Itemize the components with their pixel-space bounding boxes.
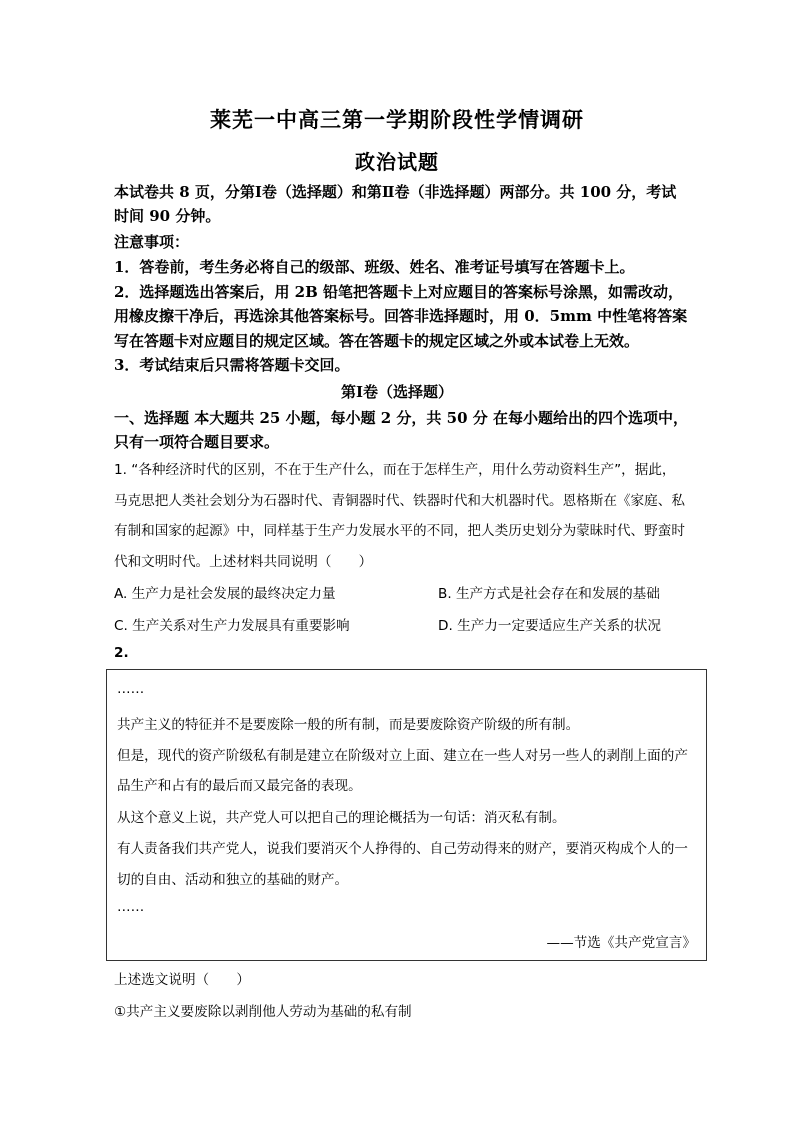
- option-d: D. 生产力一定要适应生产关系的状况: [438, 618, 662, 634]
- quote-box: [106, 669, 707, 961]
- subject-title: 政治试题: [355, 150, 439, 174]
- quote-paragraph: 从这个意义上说，共产党人可以把自己的理论概括为一句话：消灭私有制。: [117, 810, 566, 826]
- section-heading: 第Ⅰ卷（选择题）: [340, 383, 454, 401]
- quote-ellipsis: ……: [117, 899, 145, 915]
- notice-item: 3．考试结束后只需将答题卡交回。: [114, 356, 350, 374]
- quote-paragraph: 但是，现代的资产阶级私有制是建立在阶级对立上面、建立在一些人对另一些人的剥削上面的产: [117, 748, 688, 764]
- option-c: C. 生产关系对生产力发展具有重要影响: [114, 618, 350, 634]
- section-instruction: 只有一项符合题目要求。: [114, 433, 280, 451]
- exam-title: 莱芜一中高三第一学期阶段性学情调研: [210, 107, 584, 132]
- notice-item: 写在答题卡对应题目的规定区域。答在答题卡的规定区域之外或本试卷上无效。: [114, 332, 640, 350]
- notice-item: 1．答卷前，考生务必将自己的级部、班级、姓名、准考证号填写在答题卡上。: [114, 258, 635, 276]
- question-2-stem: 上述选文说明（ ）: [114, 972, 250, 988]
- intro-line: 时间 90 分钟。: [114, 207, 221, 225]
- quote-paragraph: 共产主义的特征并不是要废除一般的所有制，而是要废除资产阶级的所有制。: [117, 717, 580, 733]
- quote-paragraph: 有人责备我们共产党人，说我们要消灭个人挣得的、自己劳动得来的财产，要消灭构成个人的一: [117, 841, 688, 857]
- section-instruction: 一、选择题 本大题共 25 小题，每小题 2 分，共 50 分 在每小题给出的四个选项中，: [114, 409, 688, 427]
- question-1-line: 有制和国家的起源》中，同样基于生产力发展水平的不同，把人类历史划分为蒙昧时代、野蛮时: [114, 523, 685, 539]
- notice-heading: 注意事项：: [114, 233, 190, 251]
- question-1-line: 1. “各种经济时代的区别，不在于生产什么，而在于怎样生产，用什么劳动资料生产”，据此，: [114, 462, 676, 478]
- question-2-item: ①共产主义要废除以剥削他人劳动为基础的私有制: [114, 1004, 412, 1020]
- quote-paragraph: 品生产和占有的最后而又最完备的表现。: [117, 778, 362, 794]
- quote-paragraph: 切的自由、活动和独立的基础的财产。: [117, 872, 349, 888]
- option-a: A. 生产力是社会发展的最终决定力量: [114, 586, 336, 602]
- question-1-line: 马克思把人类社会划分为石器时代、青铜器时代、铁器时代和大机器时代。恩格斯在《家庭、私: [114, 493, 685, 509]
- notice-item: 2．选择题选出答案后，用 2B 铅笔把答题卡上对应题目的答案标号涂黑，如需改动，: [114, 283, 684, 301]
- notice-item: 用橡皮擦干净后，再选涂其他答案标号。回答非选择题时，用 0．5mm 中性笔将答案: [114, 307, 688, 325]
- quote-ellipsis: ……: [117, 681, 145, 697]
- question-1-line: 代和文明时代。上述材料共同说明（ ）: [114, 554, 373, 570]
- question-2-number: 2.: [114, 645, 129, 661]
- intro-line: 本试卷共 8 页，分第Ⅰ卷（选择题）和第Ⅱ卷（非选择题）两部分。共 100 分，考试: [114, 183, 677, 201]
- option-b: B. 生产方式是社会存在和发展的基础: [438, 586, 660, 602]
- quote-source: ——节选《共产党宣言》: [546, 935, 696, 951]
